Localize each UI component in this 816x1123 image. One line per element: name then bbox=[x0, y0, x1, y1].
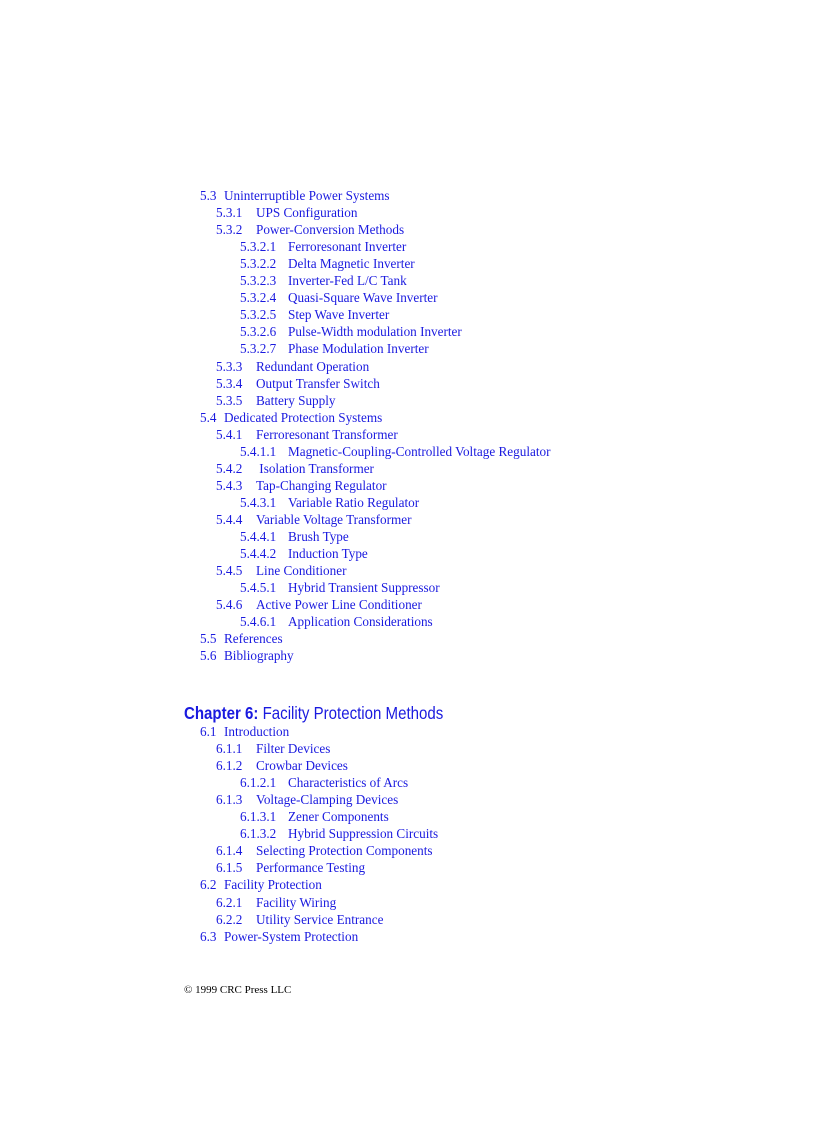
toc-entry-title: Filter Devices bbox=[256, 741, 331, 757]
toc-entry[interactable] bbox=[240, 272, 407, 289]
toc-entry[interactable] bbox=[216, 740, 330, 757]
toc-entry-number: 5.4.2 bbox=[216, 460, 243, 476]
toc-entry-number: 6.1.1 bbox=[216, 741, 243, 757]
toc-entry-number: 5.4.4.2 bbox=[240, 546, 277, 562]
toc-entry-title: Redundant Operation bbox=[256, 358, 370, 374]
toc-entry-title: Phase Modulation Inverter bbox=[288, 341, 429, 357]
toc-entry-title: UPS Configuration bbox=[256, 205, 358, 221]
toc-entry-number: 5.4.6 bbox=[216, 597, 243, 613]
toc-entry-title: Inverter-Fed L/C Tank bbox=[288, 273, 407, 289]
toc-entry-title: Facility Wiring bbox=[256, 894, 337, 910]
toc-entry[interactable] bbox=[216, 791, 398, 808]
toc-entry-number: 5.4.1.1 bbox=[240, 443, 277, 459]
toc-entry-title: Zener Components bbox=[288, 809, 389, 825]
toc-entry[interactable] bbox=[240, 774, 408, 791]
toc-entry-title: Tap-Changing Regulator bbox=[256, 477, 387, 493]
toc-entry[interactable] bbox=[216, 375, 380, 392]
toc-entry-title: Step Wave Inverter bbox=[288, 307, 390, 323]
toc-entry-title: Crowbar Devices bbox=[256, 758, 348, 774]
toc-entry[interactable] bbox=[216, 842, 433, 859]
toc-entry-number: 5.3.2.3 bbox=[240, 273, 277, 289]
toc-entry-number: 5.3.1 bbox=[216, 205, 243, 221]
toc-entry-title: Characteristics of Arcs bbox=[288, 775, 409, 791]
toc-entry[interactable] bbox=[240, 545, 368, 562]
toc-entry-number: 5.3.2.2 bbox=[240, 256, 277, 272]
toc-entry-title: Utility Service Entrance bbox=[256, 911, 384, 927]
toc-entry[interactable] bbox=[216, 460, 374, 477]
toc-entry-number: 6.1.2 bbox=[216, 758, 243, 774]
toc-entry-number: 6.1.3 bbox=[216, 792, 243, 808]
toc-entry[interactable] bbox=[240, 340, 429, 357]
toc-entry[interactable] bbox=[240, 825, 438, 842]
toc-entry-number: 5.4.5 bbox=[216, 563, 243, 579]
toc-entry[interactable] bbox=[200, 647, 294, 664]
toc-entry-number: 6.2 bbox=[200, 877, 217, 893]
toc-entry[interactable] bbox=[216, 392, 336, 409]
toc-entry-title: Hybrid Suppression Circuits bbox=[288, 826, 439, 842]
toc-entry-title: Application Considerations bbox=[288, 614, 433, 630]
toc-entry[interactable] bbox=[240, 238, 406, 255]
toc-entry-title: Performance Testing bbox=[256, 860, 366, 876]
toc-entry-number: 5.3.2 bbox=[216, 222, 243, 238]
toc-entry-title: Active Power Line Conditioner bbox=[256, 597, 422, 613]
toc-entry[interactable] bbox=[216, 511, 412, 528]
toc-entry-number: 5.4.4.1 bbox=[240, 529, 277, 544]
toc-entry-title: Ferroresonant Inverter bbox=[288, 239, 407, 255]
toc-entry-number: 5.3.2.4 bbox=[240, 290, 277, 306]
toc-entry-title: Power-Conversion Methods bbox=[256, 222, 405, 238]
toc-entry-number: 6.1.4 bbox=[216, 843, 243, 859]
toc-entry-title: Line Conditioner bbox=[256, 563, 347, 579]
toc-entry-title: Isolation Transformer bbox=[256, 460, 374, 476]
toc-entry-number: 6.2.2 bbox=[216, 911, 243, 927]
toc-entry[interactable] bbox=[216, 426, 398, 443]
toc-entry-title: Voltage-Clamping Devices bbox=[256, 792, 399, 808]
toc-entry-number: 5.4.5.1 bbox=[240, 580, 277, 596]
toc-entry-title: References bbox=[224, 631, 283, 647]
toc-entry[interactable] bbox=[216, 358, 369, 375]
toc-entry-number: 5.5 bbox=[200, 631, 217, 647]
toc-entry[interactable] bbox=[216, 757, 348, 774]
toc-entry-number: 5.4.4 bbox=[216, 511, 243, 527]
toc-entry-title: Facility Protection bbox=[224, 877, 322, 893]
toc-entry[interactable] bbox=[216, 894, 336, 911]
toc-entry-title: Uninterruptible Power Systems bbox=[224, 188, 390, 203]
copyright-footer: © 1999 CRC Press LLC bbox=[184, 984, 292, 996]
toc-entry-title: Bibliography bbox=[224, 648, 294, 664]
toc-entry[interactable] bbox=[216, 204, 357, 221]
toc-entry[interactable] bbox=[240, 613, 433, 630]
toc-entry-number: 5.3.3 bbox=[216, 358, 243, 374]
toc-entry-number: 5.4.6.1 bbox=[240, 614, 277, 630]
toc-entry-number: 5.3.2.7 bbox=[240, 341, 277, 357]
toc-entry[interactable] bbox=[200, 630, 283, 647]
toc-entry-title: Magnetic-Coupling-Controlled Voltage Regulator bbox=[288, 443, 551, 459]
toc-entry-number: 6.3 bbox=[200, 928, 217, 944]
toc-entry-title: Introduction bbox=[224, 724, 290, 739]
toc-entry-title: Pulse-Width modulation Inverter bbox=[288, 324, 462, 340]
toc-entry-number: 5.4.3 bbox=[216, 477, 243, 493]
toc-entry-title: Delta Magnetic Inverter bbox=[288, 256, 415, 272]
toc-entry[interactable] bbox=[240, 808, 389, 825]
toc-entry-title: Ferroresonant Transformer bbox=[256, 426, 398, 442]
toc-entry-title: Quasi-Square Wave Inverter bbox=[288, 290, 438, 306]
toc-entry[interactable] bbox=[240, 289, 438, 306]
toc-entry[interactable] bbox=[240, 443, 551, 460]
toc-entry[interactable] bbox=[216, 221, 404, 238]
toc-entry-number: 6.1.5 bbox=[216, 860, 243, 876]
toc-entry-number: 5.3.5 bbox=[216, 392, 243, 408]
toc-entry[interactable] bbox=[200, 876, 322, 893]
toc-entry[interactable] bbox=[216, 562, 346, 579]
toc-entry-number: 5.3.4 bbox=[216, 375, 243, 391]
toc-entry-number: 6.1.3.2 bbox=[240, 826, 277, 842]
toc-entry-title: Induction Type bbox=[288, 546, 368, 562]
toc-entry-title: Selecting Protection Components bbox=[256, 843, 433, 859]
toc-entry-number: 5.6 bbox=[200, 648, 217, 664]
chapter-title: Facility Protection Methods bbox=[258, 703, 444, 723]
toc-entry-title: Power-System Protection bbox=[224, 928, 359, 944]
toc-entry[interactable] bbox=[240, 579, 440, 596]
toc-entry-title: Dedicated Protection Systems bbox=[224, 409, 383, 425]
toc-entry[interactable] bbox=[216, 596, 422, 613]
toc-entry-number: 6.2.1 bbox=[216, 894, 243, 910]
toc-entry-title: Brush Type bbox=[288, 529, 349, 544]
toc-entry[interactable] bbox=[240, 323, 462, 340]
toc-entry-number: 5.4.1 bbox=[216, 426, 243, 442]
toc-entry-number: 6.1 bbox=[200, 724, 217, 739]
toc-entry[interactable] bbox=[200, 187, 390, 204]
toc-entry-number: 5.3.2.6 bbox=[240, 324, 277, 340]
toc-entry-number: 5.3 bbox=[200, 188, 217, 203]
toc-entry[interactable] bbox=[216, 911, 383, 928]
toc-entry-title: Battery Supply bbox=[256, 392, 336, 408]
toc-entry[interactable] bbox=[216, 859, 365, 876]
toc-entry-title: Output Transfer Switch bbox=[256, 375, 380, 391]
toc-entry-number: 6.1.2.1 bbox=[240, 775, 277, 791]
toc-entry-number: 6.1.3.1 bbox=[240, 809, 277, 825]
chapter-heading[interactable] bbox=[184, 701, 443, 725]
toc-entry[interactable] bbox=[240, 494, 419, 511]
toc-entry[interactable] bbox=[200, 928, 358, 945]
toc-entry[interactable] bbox=[200, 723, 289, 740]
toc-entry[interactable] bbox=[216, 477, 387, 494]
toc-entry[interactable] bbox=[240, 255, 415, 272]
toc-entry-title: Hybrid Transient Suppressor bbox=[288, 580, 440, 596]
toc-entry-title: Variable Ratio Regulator bbox=[288, 494, 420, 510]
toc-entry-number: 5.4 bbox=[200, 409, 217, 425]
toc-entry[interactable] bbox=[200, 409, 382, 426]
toc-entry-title: Variable Voltage Transformer bbox=[256, 511, 412, 527]
toc-entry[interactable] bbox=[240, 528, 349, 545]
toc-entry-number: 5.3.2.1 bbox=[240, 239, 277, 255]
chapter-label: Chapter 6: bbox=[184, 703, 259, 723]
toc-entry-number: 5.4.3.1 bbox=[240, 494, 277, 510]
toc-entry[interactable] bbox=[240, 306, 389, 323]
toc-entry-number: 5.3.2.5 bbox=[240, 307, 277, 323]
